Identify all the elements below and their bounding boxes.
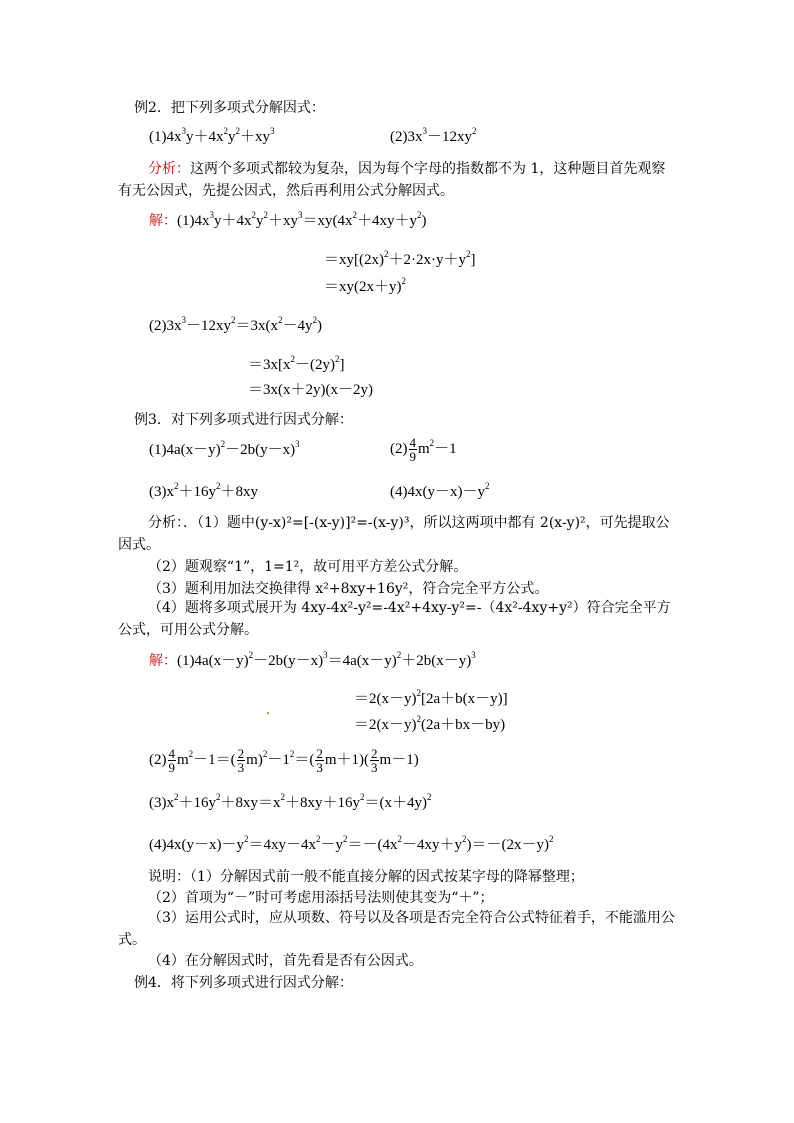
note-3: （3）运用公式时，应从项数、符号以及各项是否完全符合公式特征着手，不能滥用公式。 — [118, 910, 675, 948]
example-3-solution-3: $(3)x^2+16y^2+8xy=x^2+8xy+16y^2=(x+4y)^2$ — [149, 792, 432, 811]
example-3-analysis-1: 分析：．（1）题中(y-x)²=[-(x-y)]²=-(x-y)³，所以这两项中都有 2(x-y)²，可先提取公因式。 — [118, 515, 670, 553]
example-3-title: 例3．对下列多项式进行因式分解： — [134, 412, 353, 428]
fraction: $\frac{4}{9}$ — [409, 435, 416, 464]
example-3-analysis-2: （2）题观察“1”，1=1²，故可用平方差公式分解。 — [148, 559, 468, 575]
example-2-solution-2-line-1: $(2)3x^3-12xy^2=3x(x^2-4y^2)$ — [149, 315, 323, 334]
note-4: （4）在分解因式时，首先看是否有公因式。 — [148, 953, 423, 969]
example-3-problem-1: $(1)4a(x-y)^2-2b(y-x)^3$ — [149, 439, 300, 458]
example-2-title: 例2．把下列多项式分解因式： — [134, 100, 325, 116]
stray-mark — [267, 712, 269, 714]
note-1: 说明：（1）分解因式前一般不能直接分解的因式按某字母的降幂整理； — [148, 869, 584, 885]
example-2-problem-2: $(2)3x^3-12xy^2$ — [390, 126, 477, 145]
example-2-solution-1-line-3: $=xy(2x+y)^2$ — [324, 276, 406, 295]
solution-label: 解： — [149, 213, 177, 229]
example-3-solution-1-line-2: $=2(x-y)^2[2a+b(x-y)]$ — [354, 688, 508, 707]
example-3-solution-1-line-1: 解：$(1)4a(x-y)^2-2b(y-x)^3=4a(x-y)^2+2b(x-y)^3$ — [149, 650, 476, 669]
example-4-title: 例4．将下列多项式进行因式分解： — [134, 975, 353, 991]
example-3-analysis-3: （3）题利用加法交换律得 x²+8xy+16y²，符合完全平方公式。 — [148, 581, 549, 597]
example-3-problem-4: $(4)4x(y-x)-y^2$ — [390, 481, 490, 500]
analysis-label: 分析： — [148, 161, 190, 177]
example-3-problem-2: (2) $\frac{4}{9}$ $m^2-1$ — [390, 435, 457, 464]
example-3-analysis-4: （4）题将多项式展开为 4xy-4x²-y²=-4x²+4xy-y²=-（4x²-4xy+y²）符合完全平方公式，可用公式分解。 — [118, 600, 671, 638]
example-2-solution-2-line-3: ＝3x(x＋2y)(x－2y) — [248, 382, 373, 398]
note-2: （2）首项为“－”时可考虑用添括号法则使其变为“＋”； — [148, 890, 494, 906]
example-2-problem-1: $(1)4x^3y+4x^2y^2+xy^3$ — [149, 126, 275, 145]
solution-label: 解： — [149, 653, 177, 669]
example-3-solution-2: (2) $\frac{4}{9}$ $m^2-1=$( $\frac{2}{3}$ $m)^2-1^2=$( $\frac{2}{3}$ m＋1)( $\frac{2}{3}$ m－1) — [149, 746, 419, 775]
example-3-problem-3: $(3)x^2+16y^2+8xy$ — [149, 481, 259, 500]
example-3-solution-4: $(4)4x(y-x)-y^2=4xy-4x^2-y^2=-(4x^2-4xy+y^2)=-(2x-y)^2$ — [149, 834, 554, 853]
example-3-solution-1-line-3: $=2(x-y)^2(2a+bx-by)$ — [354, 714, 506, 733]
example-2-solution-1-line-2: $=xy[(2x)^2+2\cdot 2x\cdot y+y^2]$ — [324, 249, 476, 268]
example-2-solution-2-line-2: $=3x[x^2-(2y)^2]$ — [248, 354, 345, 373]
example-2-analysis: 分析：这两个多项式都较为复杂，因为每个字母的指数都不为 1，这种题目首先观察有无公因式，先提公因式，然后再利用公式分解因式。 — [118, 161, 666, 199]
example-2-solution-1-line-1: 解：$(1)4x^3y+4x^2y^2+xy^3=xy(4x^2+4xy+y^2)$ — [149, 210, 427, 229]
